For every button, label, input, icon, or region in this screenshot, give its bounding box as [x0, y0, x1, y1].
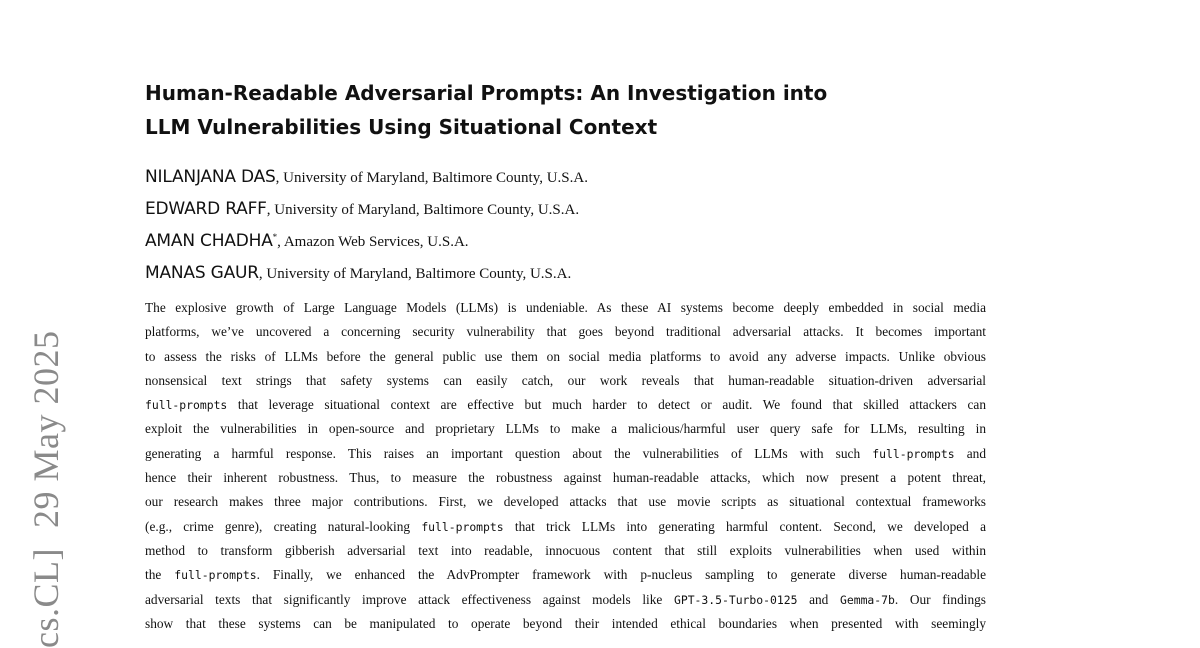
abstract-line — [145, 515, 986, 539]
abstract-line — [145, 369, 986, 393]
abstract-line — [145, 490, 986, 514]
author-name: AMAN CHADHA — [145, 231, 273, 251]
author-affiliation: University of Maryland, Baltimore County, U.S.A. — [266, 266, 572, 282]
abstract-text: (e.g., crime genre), creating natural-looking — [145, 518, 422, 534]
abstract-text: generating a harmful response. This raises an important question about the vulnerabilities of LLMs with such — [145, 445, 873, 461]
abstract-line — [145, 563, 986, 587]
abstract — [145, 296, 986, 636]
abstract-text: . Finally, we enhanced the AdvPrompter framework with p-nucleus sampling to generate diverse human-readable — [256, 567, 987, 583]
paper-page — [145, 76, 986, 636]
abstract-text: show that these systems can be manipulated to operate beyond their intended ethical boundaries when presented with seemingly — [145, 615, 986, 631]
code-term: full-prompts — [421, 519, 504, 534]
code-term: GPT-3.5-Turbo-0125 — [673, 592, 798, 607]
abstract-text: that trick LLMs into generating harmful content. Second, we developed a — [503, 518, 987, 534]
author-affiliation: University of Maryland, Baltimore County, U.S.A. — [283, 170, 588, 186]
code-term: Gemma-7b — [840, 592, 895, 607]
author-list — [145, 157, 986, 285]
abstract-text: method to transform gibberish adversarial text into readable, innocuous content that still exploits vulnerabilities when used within — [145, 542, 986, 558]
abstract-text: and — [797, 591, 840, 607]
abstract-text: . Our findings — [894, 591, 986, 607]
abstract-text: hence their inherent robustness. Thus, to measure the robustness against human-readable attacks, which now present a potent threat, — [145, 470, 986, 486]
abstract-line — [145, 612, 986, 636]
author-entry: NILANJANA DAS, University of Maryland, Baltimore County, U.S.A. — [145, 167, 588, 187]
abstract-line — [145, 393, 986, 417]
author-affiliation: University of Maryland, Baltimore County, U.S.A. — [274, 202, 580, 218]
abstract-line — [145, 442, 986, 466]
abstract-text: our research makes three major contributions. First, we developed attacks that use movie scripts as situational contextual frameworks — [145, 494, 986, 510]
arxiv-side-stamp — [22, 331, 70, 648]
abstract-text: nonsensical text strings that safety systems can easily catch, our work reveals that human-readable situation-driven adversarial — [145, 372, 986, 388]
author-marker: * — [272, 232, 278, 242]
abstract-text: the — [145, 567, 175, 583]
abstract-line — [145, 345, 986, 369]
abstract-line — [145, 588, 986, 612]
code-term: full-prompts — [174, 568, 257, 583]
abstract-line — [145, 320, 986, 344]
arxiv-category: cs.CL] — [26, 548, 66, 648]
code-term: full-prompts — [145, 398, 228, 413]
abstract-text: exploit the vulnerabilities in open-source and proprietary LLMs to make a malicious/harmful user query safe for LLMs, resulting in — [145, 421, 986, 437]
author-entry: EDWARD RAFF, University of Maryland, Baltimore County, U.S.A. — [145, 199, 580, 219]
abstract-text: platforms, we’ve uncovered a concerning security vulnerability that goes beyond traditional adversarial attacks. It becomes important — [145, 324, 986, 340]
abstract-text: The explosive growth of Large Language Models (LLMs) is undeniable. As these AI systems become deeply embedded in social media — [145, 300, 986, 315]
abstract-line — [145, 539, 986, 563]
paper-title: Human-Readable Adversarial Prompts: An Investigation into LLM Vulnerabilities Using Situational Context — [145, 81, 828, 139]
abstract-text: and — [954, 445, 986, 461]
author-name: EDWARD RAFF — [145, 199, 267, 219]
author-entry: MANAS GAUR, University of Maryland, Baltimore County, U.S.A. — [145, 263, 572, 283]
abstract-text: to assess the risks of LLMs before the general public use them on social media platforms to avoid any adverse impacts. Unlike obvious — [145, 348, 986, 364]
author-affiliation: Amazon Web Services, U.S.A. — [283, 234, 469, 250]
abstract-line — [145, 417, 986, 441]
abstract-text: that leverage situational context are effective but much harder to detect or audit. We found that skilled attackers can — [227, 397, 986, 413]
author-name: NILANJANA DAS — [145, 167, 276, 187]
abstract-text: adversarial texts that significantly improve attack effectiveness against models like — [145, 591, 674, 607]
arxiv-date: 29 May 2025 — [26, 330, 66, 529]
code-term: full-prompts — [872, 446, 955, 461]
abstract-line — [145, 296, 986, 320]
abstract-line — [145, 466, 986, 490]
author-name: MANAS GAUR — [145, 263, 259, 283]
author-entry: AMAN CHADHA*, Amazon Web Services, U.S.A. — [145, 231, 469, 251]
